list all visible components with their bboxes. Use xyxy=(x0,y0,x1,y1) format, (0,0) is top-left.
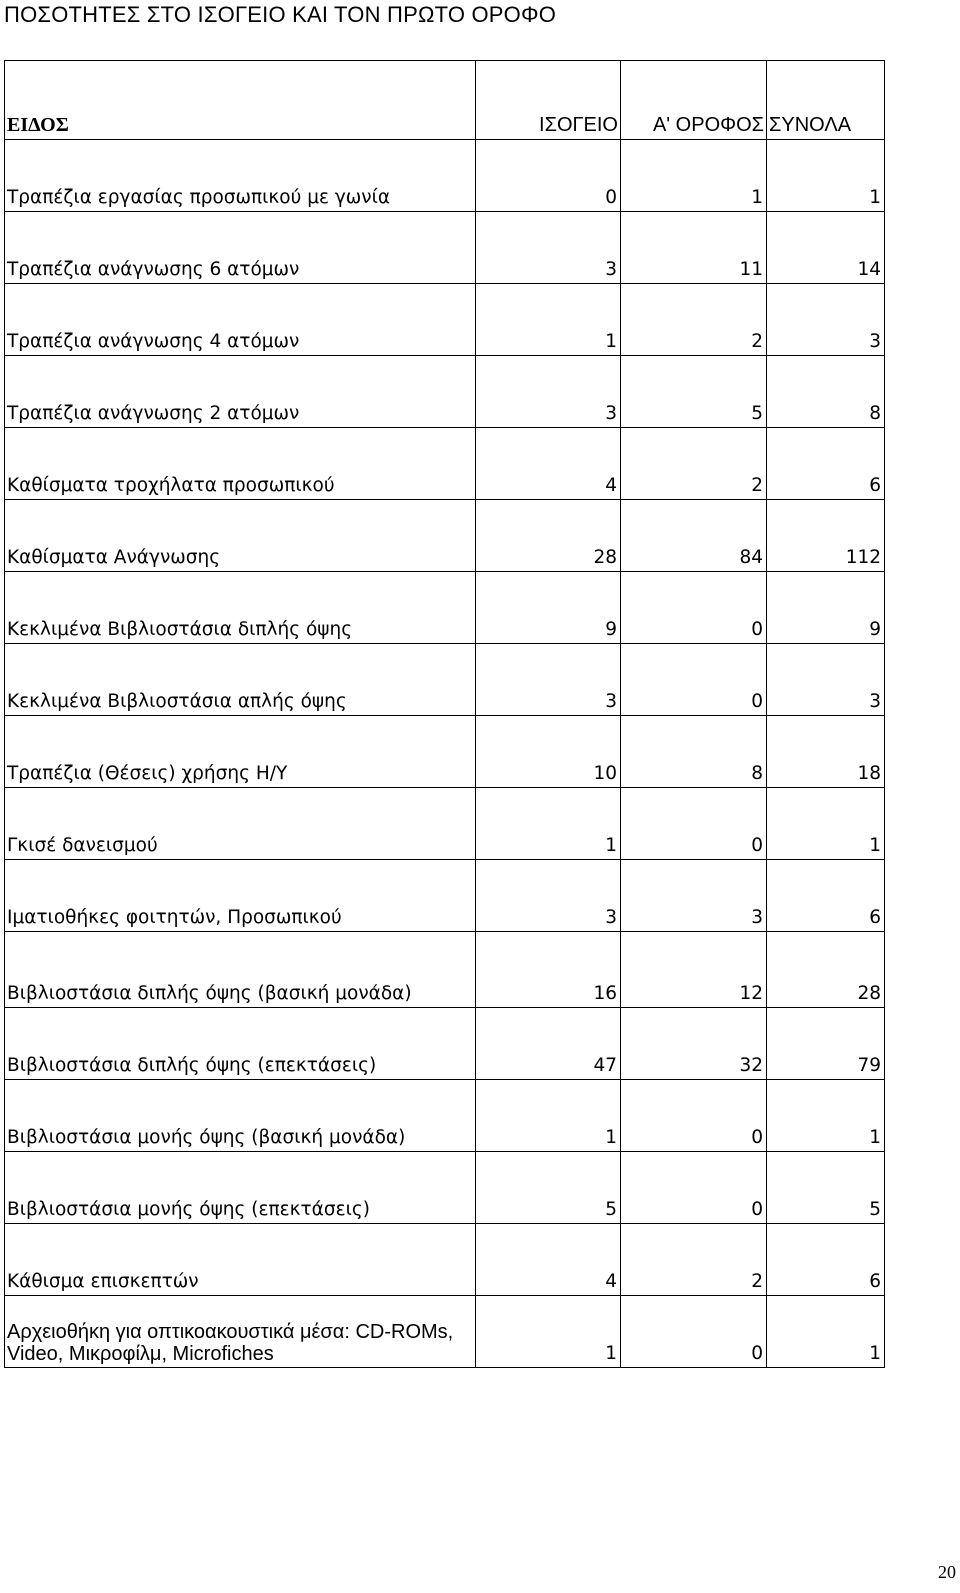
first-cell: 0 xyxy=(621,1296,767,1368)
item-cell: Καθίσματα Ανάγνωσης xyxy=(5,500,476,572)
item-cell: Τραπέζια (Θέσεις) χρήσης Η/Υ xyxy=(5,716,476,788)
ground-cell: 1 xyxy=(476,1080,621,1152)
item-cell: Βιβλιοστάσια μονής όψης (επεκτάσεις) xyxy=(5,1152,476,1224)
table-row xyxy=(5,284,885,356)
ground-cell: 9 xyxy=(476,572,621,644)
total-cell: 18 xyxy=(767,716,885,788)
table-row xyxy=(5,428,885,500)
table-row xyxy=(5,1008,885,1080)
first-cell: 32 xyxy=(621,1008,767,1080)
first-cell: 5 xyxy=(621,356,767,428)
first-cell: 2 xyxy=(621,428,767,500)
ground-cell: 3 xyxy=(476,212,621,284)
item-cell: Κεκλιμένα Βιβλιοστάσια απλής όψης xyxy=(5,644,476,716)
table-row xyxy=(5,1152,885,1224)
ground-cell: 10 xyxy=(476,716,621,788)
total-cell: 28 xyxy=(767,932,885,1008)
quantities-table xyxy=(4,60,885,1368)
total-cell: 1 xyxy=(767,140,885,212)
item-cell: Βιβλιοστάσια διπλής όψης (βασική μονάδα) xyxy=(5,932,476,1008)
item-cell: Βιβλιοστάσια διπλής όψης (επεκτάσεις) xyxy=(5,1008,476,1080)
total-cell: 112 xyxy=(767,500,885,572)
header-ground-floor: ΙΣΟΓΕΙΟ xyxy=(476,61,621,140)
table-row xyxy=(5,1296,885,1368)
item-cell: Αρχειοθήκη για οπτικοακουστικά μέσα: CD-ROMs, Video, Μικροφίλμ, Microfiches xyxy=(5,1296,476,1368)
total-cell: 1 xyxy=(767,788,885,860)
item-cell: Τραπέζια ανάγνωσης 2 ατόμων xyxy=(5,356,476,428)
first-cell: 0 xyxy=(621,788,767,860)
first-cell: 8 xyxy=(621,716,767,788)
first-cell: 84 xyxy=(621,500,767,572)
ground-cell: 5 xyxy=(476,1152,621,1224)
item-cell: Γκισέ δανεισμού xyxy=(5,788,476,860)
table-row xyxy=(5,500,885,572)
ground-cell: 28 xyxy=(476,500,621,572)
ground-cell: 1 xyxy=(476,788,621,860)
first-cell: 0 xyxy=(621,644,767,716)
first-cell: 0 xyxy=(621,1152,767,1224)
header-totals: ΣΥΝΟΛΑ xyxy=(767,61,885,140)
ground-cell: 3 xyxy=(476,860,621,932)
total-cell: 6 xyxy=(767,860,885,932)
ground-cell: 3 xyxy=(476,644,621,716)
table-row xyxy=(5,716,885,788)
total-cell: 1 xyxy=(767,1296,885,1368)
header-type: ΕΙΔΟΣ xyxy=(5,61,476,140)
table-row xyxy=(5,140,885,212)
item-cell: Κεκλιμένα Βιβλιοστάσια διπλής όψης xyxy=(5,572,476,644)
total-cell: 9 xyxy=(767,572,885,644)
table-row xyxy=(5,212,885,284)
first-cell: 0 xyxy=(621,572,767,644)
ground-cell: 4 xyxy=(476,428,621,500)
total-cell: 3 xyxy=(767,284,885,356)
table-row xyxy=(5,572,885,644)
table-row xyxy=(5,644,885,716)
item-cell: Τραπέζια ανάγνωσης 4 ατόμων xyxy=(5,284,476,356)
total-cell: 8 xyxy=(767,356,885,428)
table-row xyxy=(5,932,885,1008)
first-cell: 12 xyxy=(621,932,767,1008)
first-cell: 0 xyxy=(621,1080,767,1152)
total-cell: 79 xyxy=(767,1008,885,1080)
ground-cell: 1 xyxy=(476,284,621,356)
ground-cell: 0 xyxy=(476,140,621,212)
ground-cell: 47 xyxy=(476,1008,621,1080)
table-row xyxy=(5,788,885,860)
ground-cell: 4 xyxy=(476,1224,621,1296)
total-cell: 3 xyxy=(767,644,885,716)
total-cell: 6 xyxy=(767,1224,885,1296)
ground-cell: 3 xyxy=(476,356,621,428)
table-header-row xyxy=(5,61,885,140)
table-row xyxy=(5,860,885,932)
total-cell: 14 xyxy=(767,212,885,284)
table-row xyxy=(5,1080,885,1152)
item-cell: Βιβλιοστάσια μονής όψης (βασική μονάδα) xyxy=(5,1080,476,1152)
item-cell: Τραπέζια ανάγνωσης 6 ατόμων xyxy=(5,212,476,284)
item-cell: Τραπέζια εργασίας προσωπικού με γωνία xyxy=(5,140,476,212)
total-cell: 6 xyxy=(767,428,885,500)
item-cell: Ιματιοθήκες φοιτητών, Προσωπικού xyxy=(5,860,476,932)
page-number: 20 xyxy=(938,1562,956,1582)
total-cell: 5 xyxy=(767,1152,885,1224)
ground-cell: 1 xyxy=(476,1296,621,1368)
ground-cell: 16 xyxy=(476,932,621,1008)
header-first-floor: Α' ΟΡΟΦΟΣ xyxy=(621,61,767,140)
first-cell: 2 xyxy=(621,284,767,356)
first-cell: 11 xyxy=(621,212,767,284)
first-cell: 2 xyxy=(621,1224,767,1296)
total-cell: 1 xyxy=(767,1080,885,1152)
item-cell: Κάθισμα επισκεπτών xyxy=(5,1224,476,1296)
first-cell: 3 xyxy=(621,860,767,932)
item-cell: Καθίσματα τροχήλατα προσωπικού xyxy=(5,428,476,500)
table-row xyxy=(5,356,885,428)
page-title: ΠΟΣΟΤΗΤΕΣ ΣΤΟ ΙΣΟΓΕΙΟ ΚΑΙ ΤΟΝ ΠΡΩΤΟ ΟΡΟΦΟ xyxy=(4,2,557,27)
table-row xyxy=(5,1224,885,1296)
first-cell: 1 xyxy=(621,140,767,212)
